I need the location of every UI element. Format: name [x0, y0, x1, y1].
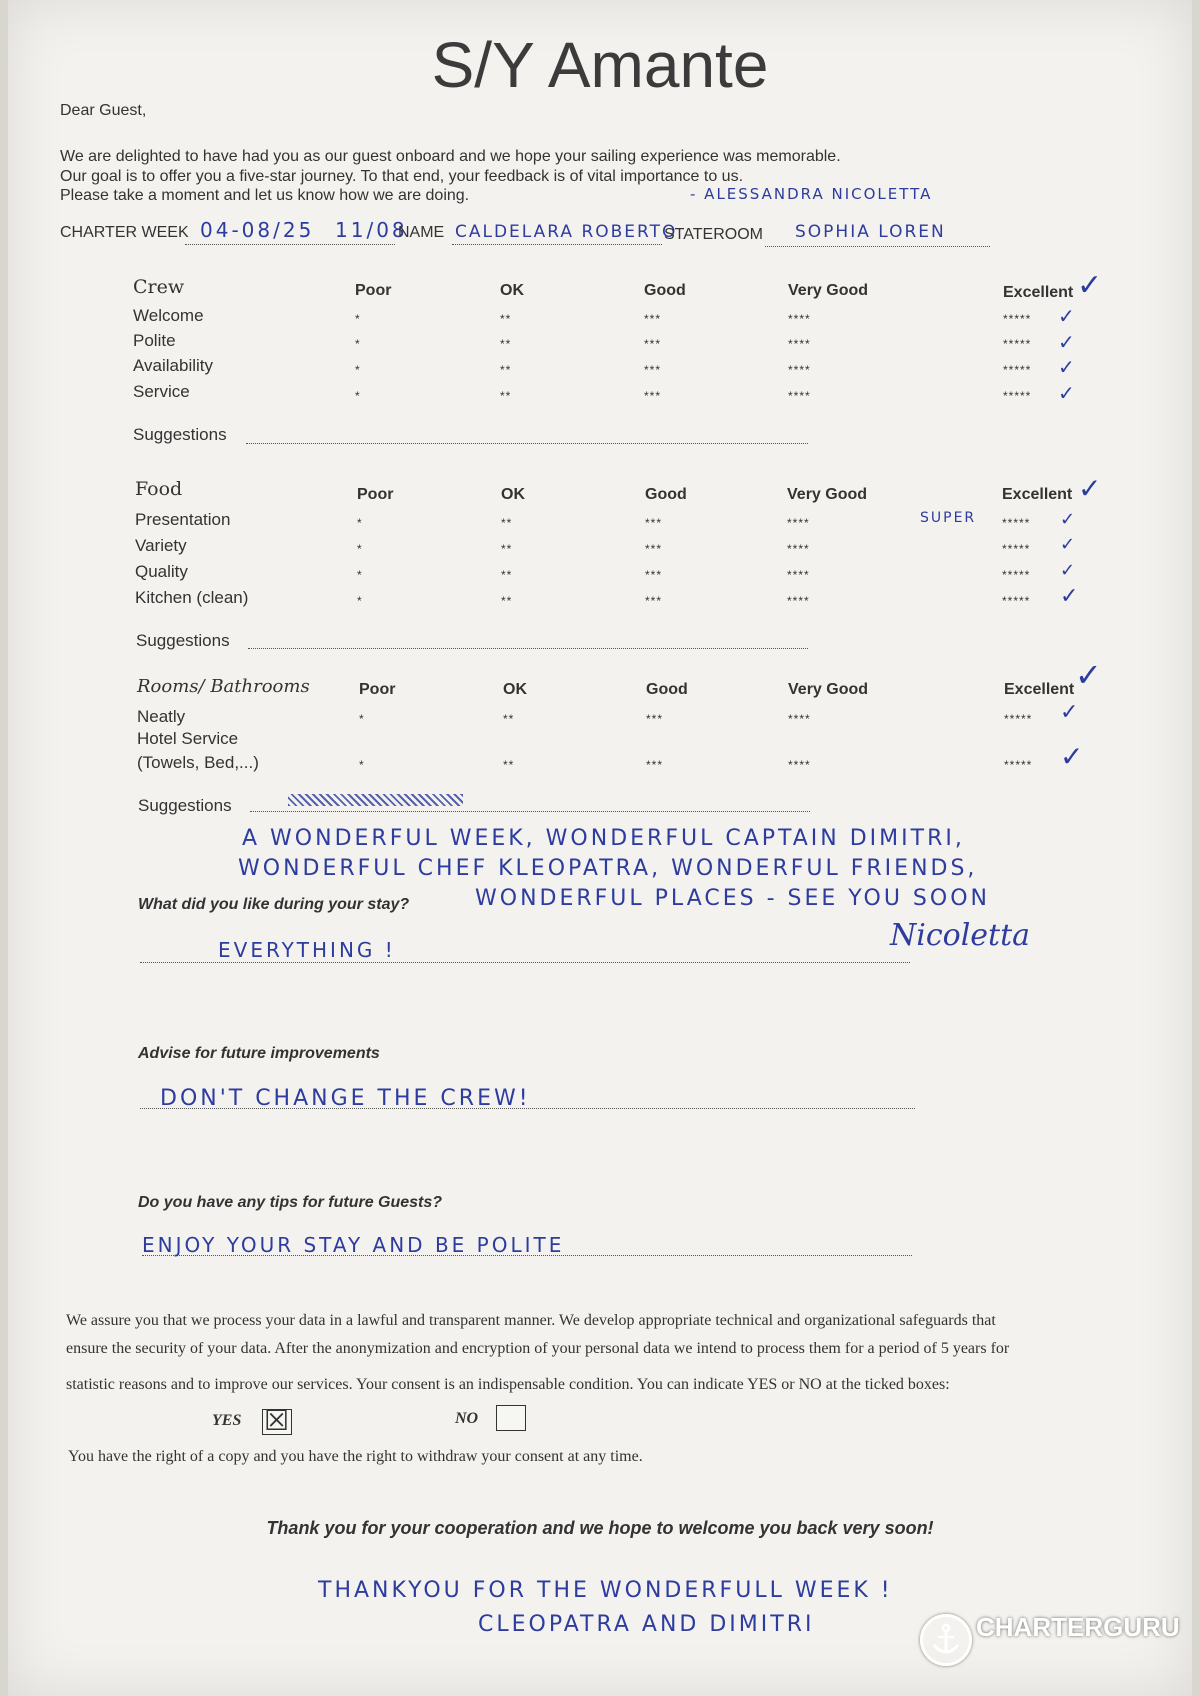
crew-row-welcome: Welcome — [133, 306, 204, 325]
food-kitchen-excellent[interactable]: ***** — [1002, 594, 1031, 608]
answer-like-field[interactable] — [140, 962, 910, 963]
answer-tips[interactable]: ENJOY YOUR STAY AND BE POLITE — [142, 1233, 565, 1257]
food-quality-ok[interactable]: ** — [501, 568, 513, 582]
food-quality-very-good[interactable]: **** — [787, 568, 810, 582]
food-quality-good[interactable]: *** — [645, 568, 663, 582]
comment-line-1: A WONDERFUL WEEK, WONDERFUL CAPTAIN DIMITRI, — [242, 826, 965, 851]
food-header-very-good: Very Good — [787, 486, 868, 503]
stateroom-label: STATEROOM — [664, 226, 763, 243]
rooms-hotel-good[interactable]: *** — [646, 758, 664, 772]
charter-week-to[interactable]: 11/08 — [335, 218, 408, 242]
signature: Nicoletta — [890, 918, 1031, 953]
crew-polite-very-good[interactable]: **** — [788, 337, 811, 351]
no-checkbox[interactable] — [496, 1405, 526, 1431]
food-presentation-check-icon: ✓ — [1060, 509, 1076, 530]
crew-row-service: Service — [133, 382, 190, 401]
page-title: S/Y Amante — [431, 29, 769, 101]
crew-availability-ok[interactable]: ** — [500, 363, 512, 377]
rooms-suggestions-label: Suggestions — [138, 796, 232, 815]
food-excellent-check-icon: ✓ — [1078, 472, 1102, 505]
rooms-neatly-check-icon: ✓ — [1060, 700, 1079, 725]
food-kitchen-check-icon: ✓ — [1060, 584, 1079, 609]
no-label: NO — [455, 1410, 479, 1427]
handwritten-thanks-2: CLEOPATRA AND DIMITRI — [478, 1612, 815, 1637]
q-advise: Advise for future improvements — [138, 1045, 380, 1062]
handwritten-thanks-1: THANKYOU FOR THE WONDERFULL WEEK ! — [318, 1578, 893, 1603]
rooms-neatly-excellent[interactable]: ***** — [1004, 712, 1033, 726]
food-row-quality: Quality — [135, 562, 188, 581]
food-presentation-good[interactable]: *** — [645, 516, 663, 530]
rooms-header-very-good: Very Good — [788, 681, 869, 698]
crew-welcome-excellent[interactable]: ***** — [1003, 312, 1032, 326]
food-presentation-excellent[interactable]: ***** — [1002, 516, 1031, 530]
rooms-hotel-ok[interactable]: ** — [503, 758, 515, 772]
legal-line-1: We assure you that we process your data in a lawful and transparent manner. We develop appropriate technical and organizational safeguards that — [66, 1312, 996, 1329]
food-presentation-note: SUPER — [920, 510, 977, 526]
crew-service-good[interactable]: *** — [644, 389, 662, 403]
name-line — [452, 244, 662, 245]
food-header-good: Good — [645, 486, 687, 503]
crew-service-excellent[interactable]: ***** — [1003, 389, 1032, 403]
comment-line-2: WONDERFUL CHEF KLEOPATRA, WONDERFUL FRIENDS, — [238, 856, 978, 881]
answer-like[interactable]: EVERYTHING ! — [218, 938, 396, 962]
crew-welcome-good[interactable]: *** — [644, 312, 662, 326]
rooms-neatly-poor[interactable]: * — [359, 712, 365, 726]
crew-suggestions-field[interactable] — [246, 443, 808, 444]
scribble-mark — [288, 794, 463, 806]
rooms-neatly-very-good[interactable]: **** — [788, 712, 811, 726]
greeting: Dear Guest, — [60, 102, 147, 119]
food-kitchen-ok[interactable]: ** — [501, 594, 513, 608]
crew-header-ok: OK — [500, 282, 524, 299]
food-header-ok: OK — [501, 486, 525, 503]
name-value[interactable]: CALDELARA ROBERTO — [455, 222, 678, 242]
crew-availability-excellent[interactable]: ***** — [1003, 363, 1032, 377]
food-suggestions-field[interactable] — [248, 648, 808, 649]
rooms-hotel-poor[interactable]: * — [359, 758, 365, 772]
crew-availability-good[interactable]: *** — [644, 363, 662, 377]
crew-welcome-check-icon: ✓ — [1058, 304, 1075, 328]
food-variety-very-good[interactable]: **** — [787, 542, 810, 556]
food-presentation-ok[interactable]: ** — [501, 516, 513, 530]
rooms-neatly-ok[interactable]: ** — [503, 712, 515, 726]
yes-checked-icon: ☒ — [264, 1404, 290, 1437]
stateroom-value[interactable]: SOPHIA LOREN — [795, 222, 946, 242]
legal-line-2: ensure the security of your data. After the anonymization and encryption of your personal data we intend to process them for a period of 5 years for — [66, 1340, 1010, 1357]
crew-header-very-good: Very Good — [788, 282, 869, 299]
intro-line-3: Please take a moment and let us know how we are doing. — [60, 187, 470, 204]
charterguru-logo: CHARTERGURU — [976, 1612, 1180, 1642]
crew-welcome-poor[interactable]: * — [355, 312, 361, 326]
crew-polite-ok[interactable]: ** — [500, 337, 512, 351]
food-presentation-very-good[interactable]: **** — [787, 516, 810, 530]
rooms-header-ok: OK — [503, 681, 527, 698]
food-variety-good[interactable]: *** — [645, 542, 663, 556]
food-header-poor: Poor — [357, 486, 394, 503]
food-presentation-poor[interactable]: * — [357, 516, 363, 530]
crew-availability-check-icon: ✓ — [1058, 355, 1075, 379]
food-variety-check-icon: ✓ — [1060, 534, 1076, 555]
crew-polite-poor[interactable]: * — [355, 337, 361, 351]
intro-line-2: Our goal is to offer you a five-star journey. To that end, your feedback is of vital importance to us. — [60, 168, 744, 185]
intro-line-1: We are delighted to have had you as our guest onboard and we hope your sailing experience was memorable. — [60, 148, 841, 165]
crew-header-good: Good — [644, 282, 686, 299]
rooms-neatly-good[interactable]: *** — [646, 712, 664, 726]
crew-polite-excellent[interactable]: ***** — [1003, 337, 1032, 351]
crew-availability-poor[interactable]: * — [355, 363, 361, 377]
rooms-row-hotel-service: Hotel Service — [137, 729, 239, 748]
food-kitchen-poor[interactable]: * — [357, 594, 363, 608]
food-quality-excellent[interactable]: ***** — [1002, 568, 1031, 582]
charter-week-line — [185, 244, 395, 245]
answer-advise[interactable]: DON'T CHANGE THE CREW! — [160, 1086, 531, 1111]
crew-section-title: Crew — [133, 276, 185, 298]
food-row-variety: Variety — [135, 536, 187, 555]
legal-line-3: statistic reasons and to improve our services. Your consent is an indispensable condition. You can indicate YES or NO at the ticked boxes: — [66, 1376, 950, 1393]
name-label: NAME — [398, 224, 445, 241]
rooms-header-good: Good — [646, 681, 688, 698]
food-quality-check-icon: ✓ — [1060, 560, 1076, 581]
charter-week-label: CHARTER WEEK — [60, 224, 189, 241]
rooms-hotel-check-icon: ✓ — [1060, 740, 1084, 773]
thanks-text: Thank you for your cooperation and we hope to welcome you back very soon! — [266, 1518, 934, 1538]
rooms-hotel-excellent[interactable]: ***** — [1004, 758, 1033, 772]
rooms-row-neatly: Neatly — [137, 707, 186, 726]
crew-welcome-very-good[interactable]: **** — [788, 312, 811, 326]
food-row-presentation: Presentation — [135, 510, 231, 529]
rights-text: You have the right of a copy and you have the right to withdraw your consent at any time. — [68, 1448, 643, 1465]
food-kitchen-good[interactable]: *** — [645, 594, 663, 608]
food-kitchen-very-good[interactable]: **** — [787, 594, 810, 608]
crew-suggestions-label: Suggestions — [133, 425, 227, 444]
rooms-section-title: Rooms/ Bathrooms — [137, 676, 310, 697]
food-quality-poor[interactable]: * — [357, 568, 363, 582]
stateroom-line — [765, 246, 990, 247]
comment-line-3: WONDERFUL PLACES - SEE YOU SOON — [475, 886, 990, 911]
q-like: What did you like during your stay? — [138, 896, 410, 913]
food-row-kitchen: Kitchen (clean) — [135, 588, 249, 607]
rooms-excellent-check-icon: ✓ — [1075, 656, 1102, 694]
rooms-header-excellent: Excellent — [1004, 681, 1075, 698]
rooms-header-poor: Poor — [359, 681, 396, 698]
food-section-title: Food — [135, 478, 183, 500]
crew-availability-very-good[interactable]: **** — [788, 363, 811, 377]
rooms-suggestions-field[interactable] — [250, 811, 810, 812]
crew-header-excellent: Excellent — [1003, 284, 1074, 301]
food-variety-ok[interactable]: ** — [501, 542, 513, 556]
crew-service-check-icon: ✓ — [1058, 381, 1075, 405]
rooms-hotel-very-good[interactable]: **** — [788, 758, 811, 772]
crew-row-polite: Polite — [133, 331, 176, 350]
crew-welcome-ok[interactable]: ** — [500, 312, 512, 326]
crew-service-very-good[interactable]: **** — [788, 389, 811, 403]
name-extra: - ALESSANDRA NICOLETTA — [690, 185, 933, 203]
crew-service-poor[interactable]: * — [355, 389, 361, 403]
crew-row-availability: Availability — [133, 356, 214, 375]
food-variety-poor[interactable]: * — [357, 542, 363, 556]
yes-label: YES — [212, 1412, 242, 1429]
food-header-excellent: Excellent — [1002, 486, 1073, 503]
q-tips: Do you have any tips for future Guests? — [138, 1194, 443, 1211]
crew-excellent-check-icon: ✓ — [1077, 268, 1103, 303]
food-suggestions-label: Suggestions — [136, 631, 230, 650]
anchor-logo-icon — [920, 1614, 972, 1666]
crew-polite-check-icon: ✓ — [1058, 330, 1075, 354]
crew-header-poor: Poor — [355, 282, 392, 299]
rooms-row-towels-bed: (Towels, Bed,...) — [137, 753, 259, 772]
crew-service-ok[interactable]: ** — [500, 389, 512, 403]
crew-polite-good[interactable]: *** — [644, 337, 662, 351]
food-variety-excellent[interactable]: ***** — [1002, 542, 1031, 556]
charter-week-from[interactable]: 04-08/25 — [200, 218, 315, 242]
